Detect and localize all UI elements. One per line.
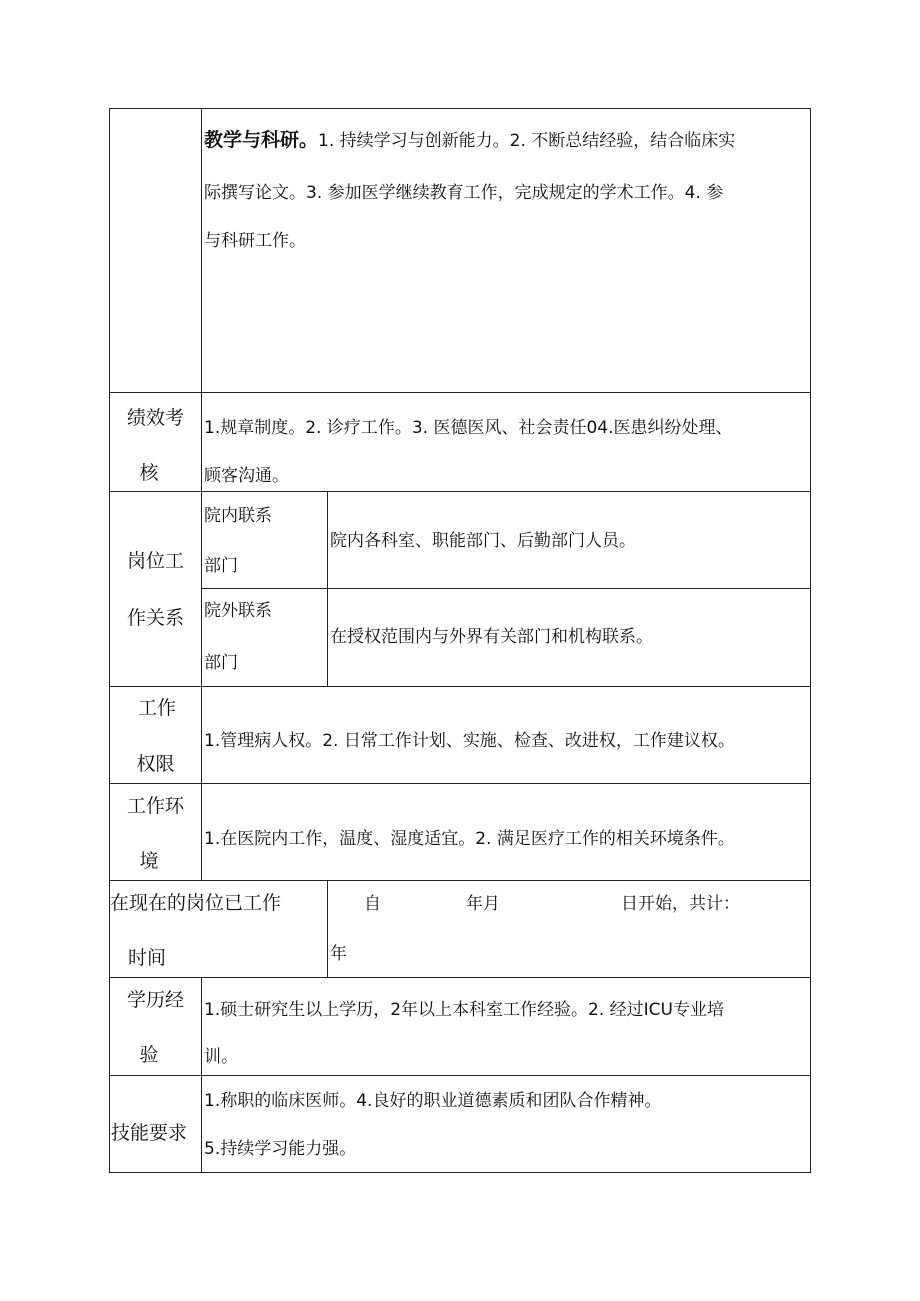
teaching-block [204, 127, 735, 155]
education-label-line1: 学历经 [126, 989, 184, 1011]
education-label-line2: 验 [139, 1044, 159, 1066]
external-label-line1: 院外联系 [204, 601, 272, 621]
performance-label-line2: 核 [139, 462, 159, 484]
authority-value: 1.管理病人权。2. 日常工作计划、实施、检查、改进权，工作建议权。 [204, 731, 735, 751]
column-divider [327, 880, 328, 978]
environment-label-line2: 境 [139, 850, 159, 872]
skills-line1: 1.称职的临床医师。4.良好的职业道德素质和团队合作精神。 [204, 1091, 662, 1111]
column-divider [201, 108, 202, 881]
external-value: 在授权范围内与外界有关部门和机构联系。 [330, 627, 653, 647]
performance-label-line1: 绩效考 [126, 407, 184, 429]
table-border-top [109, 108, 811, 109]
tenure-year-month: 年月 [466, 894, 500, 914]
relations-label-line2: 作关系 [126, 607, 184, 629]
row-divider [109, 880, 811, 881]
tenure-day-start: 日开始，共计： [621, 894, 740, 914]
row-divider [109, 977, 811, 978]
environment-value: 1.在医院内工作，温度、湿度适宜。2. 满足医疗工作的相关环境条件。 [204, 829, 735, 849]
teaching-line3: 与科研工作。 [204, 231, 306, 251]
table-border-bottom [109, 1172, 811, 1173]
row-divider [109, 1075, 811, 1076]
row-divider [109, 491, 811, 492]
teaching-heading: 教学与科研。 [204, 129, 319, 151]
tenure-year: 年 [330, 944, 347, 964]
external-label-line2: 部门 [204, 653, 238, 673]
internal-label-line2: 部门 [204, 556, 238, 576]
environment-label-line1: 工作环 [126, 795, 184, 817]
skills-line2: 5.持续学习能力强。 [204, 1139, 357, 1159]
skills-label: 技能要求 [111, 1122, 188, 1144]
internal-value: 院内各科室、职能部门、后勤部门人员。 [330, 531, 636, 551]
authority-label-line1: 工作 [137, 697, 176, 719]
tenure-label-line2: 时间 [128, 947, 167, 969]
teaching-line1: 1. 持续学习与创新能力。2. 不断总结经验，结合临床实 [318, 131, 736, 151]
row-divider [109, 392, 811, 393]
table-border-right [810, 108, 811, 1173]
performance-line1: 1.规章制度。2. 诊疗工作。3. 医德医风、社会责任04.医患纠纷处理、 [204, 418, 733, 438]
row-divider [201, 588, 811, 589]
column-divider [201, 977, 202, 1173]
relations-label-line1: 岗位工 [126, 550, 184, 572]
row-divider [109, 783, 811, 784]
column-divider [327, 491, 328, 687]
performance-line2: 顾客沟通。 [204, 466, 289, 486]
row-divider [109, 686, 811, 687]
teaching-line2: 际撰写论文。3. 参加医学继续教育工作，完成规定的学术工作。4. 参 [204, 183, 724, 203]
education-line2: 训。 [204, 1047, 238, 1067]
tenure-label-line1: 在现在的岗位已工作 [110, 892, 282, 914]
authority-label-line2: 权限 [136, 753, 175, 775]
internal-label-line1: 院内联系 [204, 506, 272, 526]
education-line1: 1.硕士研究生以上学历，2年以上本科室工作经验。2. 经过ICU专业培 [204, 1000, 724, 1020]
tenure-from: 自 [364, 894, 381, 914]
